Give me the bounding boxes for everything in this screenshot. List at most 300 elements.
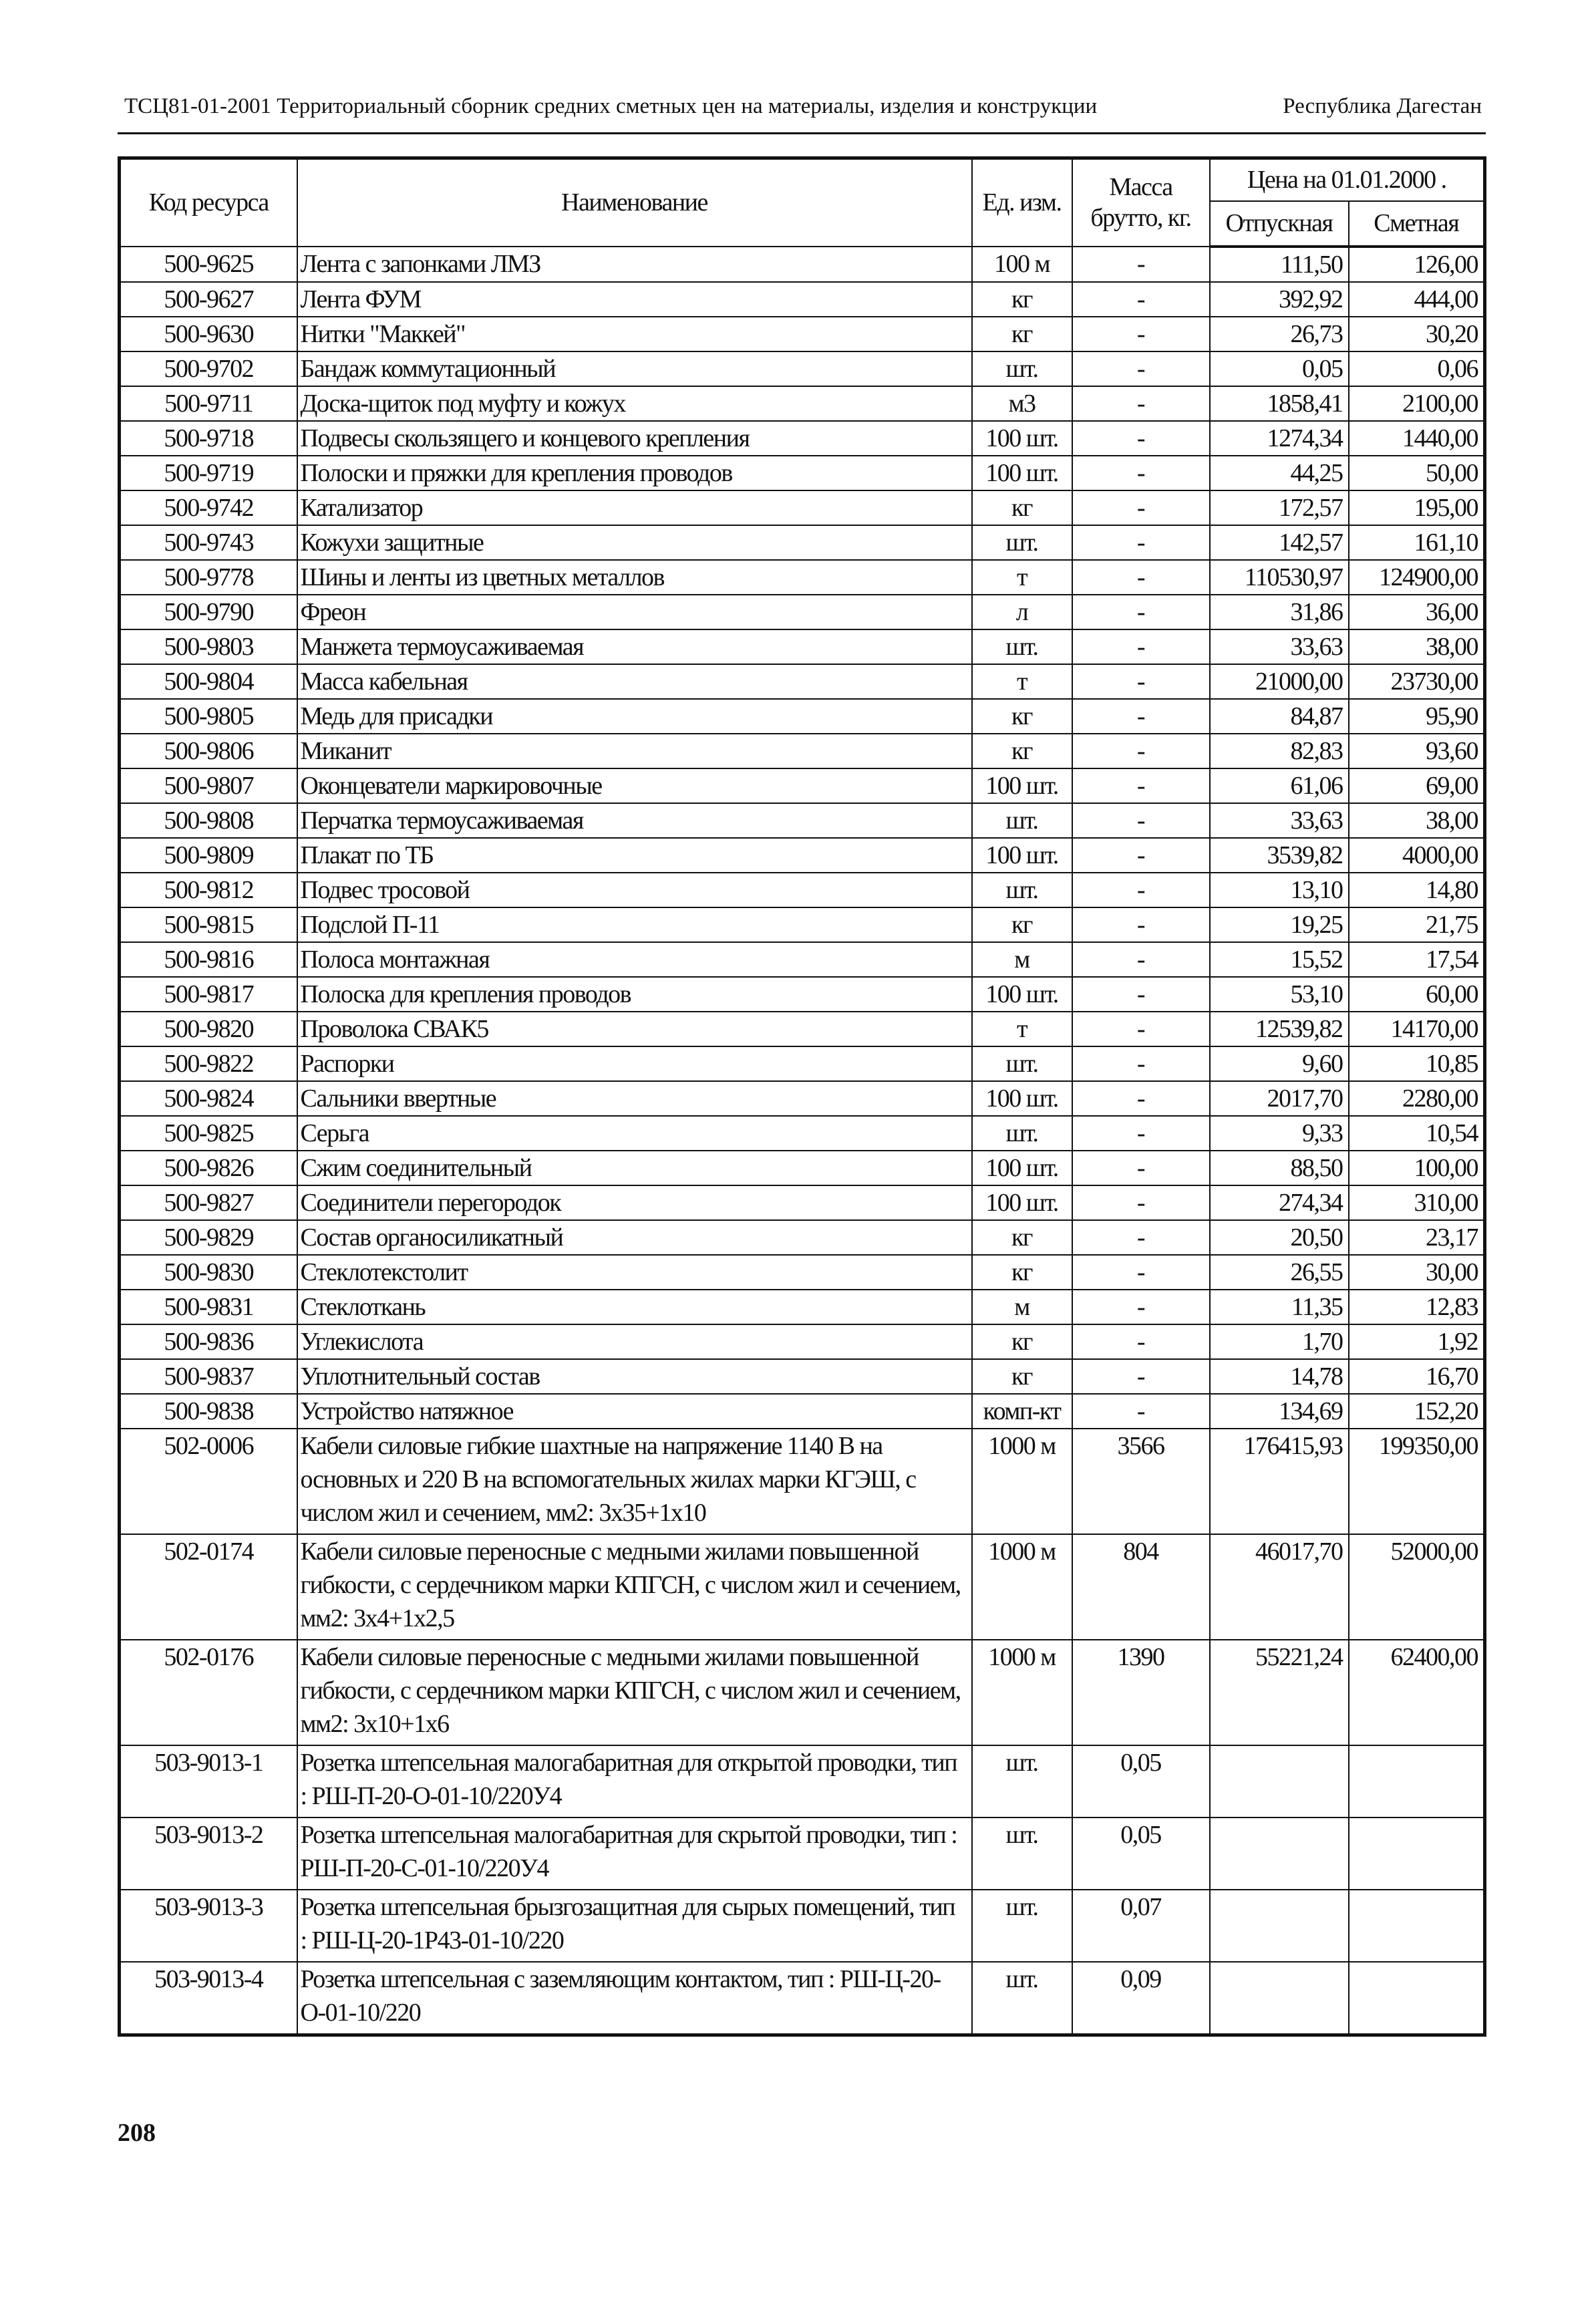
row-estimate-price: 10,54 bbox=[1349, 1116, 1485, 1151]
row-release-price: 134,69 bbox=[1210, 1394, 1349, 1429]
row-name: Розетка штепсельная с заземляющим контактом, тип : РШ-Ц-20-О-01-10/220 bbox=[297, 1962, 972, 2035]
row-mass: 3566 bbox=[1072, 1429, 1210, 1534]
row-name: Плакат по ТБ bbox=[297, 838, 972, 873]
row-name: Подслой П-11 bbox=[297, 907, 972, 942]
page-number: 208 bbox=[118, 2119, 156, 2147]
row-mass: - bbox=[1072, 873, 1210, 907]
row-mass: - bbox=[1072, 351, 1210, 386]
row-unit: кг bbox=[972, 1220, 1072, 1255]
table-row bbox=[120, 1081, 1485, 1116]
row-release-price: 19,25 bbox=[1210, 907, 1349, 942]
row-code: 500-9806 bbox=[120, 734, 297, 768]
table-row bbox=[120, 1962, 1485, 2035]
table-row bbox=[120, 1890, 1485, 1962]
table-row bbox=[120, 699, 1485, 734]
row-mass: - bbox=[1072, 803, 1210, 838]
row-mass: 1390 bbox=[1072, 1640, 1210, 1745]
row-unit: шт. bbox=[972, 873, 1072, 907]
row-unit: шт. bbox=[972, 803, 1072, 838]
row-code: 503-9013-3 bbox=[120, 1890, 297, 1962]
row-unit: т bbox=[972, 664, 1072, 699]
row-name: Полоски и пряжки для крепления проводов bbox=[297, 456, 972, 490]
row-mass: 0,07 bbox=[1072, 1890, 1210, 1962]
row-mass: - bbox=[1072, 282, 1210, 317]
row-estimate-price: 23,17 bbox=[1349, 1220, 1485, 1255]
row-code: 500-9820 bbox=[120, 1012, 297, 1046]
row-name: Масса кабельная bbox=[297, 664, 972, 699]
row-name: Уплотнительный состав bbox=[297, 1359, 972, 1394]
table-row bbox=[120, 942, 1485, 977]
table-row bbox=[120, 1394, 1485, 1429]
row-mass: - bbox=[1072, 1394, 1210, 1429]
row-release-price: 20,50 bbox=[1210, 1220, 1349, 1255]
row-code: 502-0174 bbox=[120, 1534, 297, 1640]
row-mass: 0,05 bbox=[1072, 1818, 1210, 1890]
row-name: Доска-щиток под муфту и кожух bbox=[297, 386, 972, 421]
row-name: Полоса монтажная bbox=[297, 942, 972, 977]
table-row bbox=[120, 1116, 1485, 1151]
row-name: Стеклотекстолит bbox=[297, 1255, 972, 1290]
row-code: 500-9718 bbox=[120, 421, 297, 456]
row-unit: 100 шт. bbox=[972, 1185, 1072, 1220]
row-unit: т bbox=[972, 560, 1072, 595]
row-code: 500-9742 bbox=[120, 490, 297, 525]
row-code: 500-9836 bbox=[120, 1324, 297, 1359]
header-estimate-price: Сметная bbox=[1349, 201, 1485, 247]
row-release-price: 14,78 bbox=[1210, 1359, 1349, 1394]
row-release-price: 21000,00 bbox=[1210, 664, 1349, 699]
row-estimate-price: 12,83 bbox=[1349, 1290, 1485, 1324]
row-estimate-price: 38,00 bbox=[1349, 803, 1485, 838]
row-release-price: 110530,97 bbox=[1210, 560, 1349, 595]
table-row bbox=[120, 525, 1485, 560]
row-release-price: 392,92 bbox=[1210, 282, 1349, 317]
row-mass: - bbox=[1072, 1151, 1210, 1185]
row-estimate-price: 4000,00 bbox=[1349, 838, 1485, 873]
row-release-price: 84,87 bbox=[1210, 699, 1349, 734]
row-estimate-price bbox=[1349, 1818, 1485, 1890]
row-release-price: 1,70 bbox=[1210, 1324, 1349, 1359]
row-release-price: 9,60 bbox=[1210, 1046, 1349, 1081]
table-row bbox=[120, 282, 1485, 317]
row-release-price bbox=[1210, 1818, 1349, 1890]
row-estimate-price: 126,00 bbox=[1349, 247, 1485, 282]
row-name: Кабели силовые переносные с медными жилами повышенной гибкости, с сердечником марки КПГСН, с числом жил и сечением, мм2: 3х4+1х2,5 bbox=[297, 1534, 972, 1640]
row-unit: шт. bbox=[972, 1818, 1072, 1890]
row-release-price: 2017,70 bbox=[1210, 1081, 1349, 1116]
row-mass: - bbox=[1072, 699, 1210, 734]
table-row bbox=[120, 838, 1485, 873]
table-row bbox=[120, 1255, 1485, 1290]
row-code: 502-0176 bbox=[120, 1640, 297, 1745]
row-unit: 100 шт. bbox=[972, 977, 1072, 1012]
row-mass: - bbox=[1072, 456, 1210, 490]
row-code: 500-9711 bbox=[120, 386, 297, 421]
row-unit: 1000 м bbox=[972, 1534, 1072, 1640]
row-code: 500-9807 bbox=[120, 768, 297, 803]
row-unit: м3 bbox=[972, 386, 1072, 421]
row-release-price: 12539,82 bbox=[1210, 1012, 1349, 1046]
row-mass: - bbox=[1072, 317, 1210, 351]
row-estimate-price: 199350,00 bbox=[1349, 1429, 1485, 1534]
row-name: Серьга bbox=[297, 1116, 972, 1151]
row-mass: - bbox=[1072, 247, 1210, 282]
row-code: 500-9827 bbox=[120, 1185, 297, 1220]
row-code: 503-9013-4 bbox=[120, 1962, 297, 2035]
row-unit: т bbox=[972, 1012, 1072, 1046]
row-name: Розетка штепсельная малогабаритная для скрытой проводки, тип : РШ-П-20-С-01-10/220У4 bbox=[297, 1818, 972, 1890]
row-unit: кг bbox=[972, 490, 1072, 525]
row-code: 500-9809 bbox=[120, 838, 297, 873]
row-code: 500-9815 bbox=[120, 907, 297, 942]
row-estimate-price: 0,06 bbox=[1349, 351, 1485, 386]
row-mass: - bbox=[1072, 1324, 1210, 1359]
row-name: Состав органосиликатный bbox=[297, 1220, 972, 1255]
table-body bbox=[120, 247, 1485, 2035]
row-mass: - bbox=[1072, 386, 1210, 421]
row-unit: 100 шт. bbox=[972, 1151, 1072, 1185]
table-row bbox=[120, 1151, 1485, 1185]
row-name: Кабели силовые переносные с медными жилами повышенной гибкости, с сердечником марки КПГСН, с числом жил и сечением, мм2: 3х10+1х6 bbox=[297, 1640, 972, 1745]
row-estimate-price: 310,00 bbox=[1349, 1185, 1485, 1220]
page-header bbox=[118, 80, 1486, 134]
row-release-price bbox=[1210, 1962, 1349, 2035]
row-mass: - bbox=[1072, 1116, 1210, 1151]
row-name: Сальники ввертные bbox=[297, 1081, 972, 1116]
row-unit: кг bbox=[972, 1324, 1072, 1359]
row-release-price bbox=[1210, 1890, 1349, 1962]
row-name: Устройство натяжное bbox=[297, 1394, 972, 1429]
table-row bbox=[120, 1220, 1485, 1255]
row-mass: - bbox=[1072, 421, 1210, 456]
row-code: 500-9630 bbox=[120, 317, 297, 351]
table-row bbox=[120, 1324, 1485, 1359]
row-estimate-price: 100,00 bbox=[1349, 1151, 1485, 1185]
row-unit: 100 шт. bbox=[972, 838, 1072, 873]
row-mass: - bbox=[1072, 1220, 1210, 1255]
table-row bbox=[120, 664, 1485, 699]
row-mass: - bbox=[1072, 1012, 1210, 1046]
row-unit: шт. bbox=[972, 351, 1072, 386]
row-name: Розетка штепсельная брызгозащитная для сырых помещений, тип : РШ-Ц-20-1Р43-01-10/220 bbox=[297, 1890, 972, 1962]
table-row bbox=[120, 490, 1485, 525]
row-code: 500-9804 bbox=[120, 664, 297, 699]
row-estimate-price: 50,00 bbox=[1349, 456, 1485, 490]
row-release-price: 111,50 bbox=[1210, 247, 1349, 282]
row-name: Соединители перегородок bbox=[297, 1185, 972, 1220]
row-estimate-price: 23730,00 bbox=[1349, 664, 1485, 699]
row-estimate-price: 93,60 bbox=[1349, 734, 1485, 768]
row-mass: - bbox=[1072, 977, 1210, 1012]
row-code: 500-9719 bbox=[120, 456, 297, 490]
row-release-price: 33,63 bbox=[1210, 629, 1349, 664]
row-code: 500-9830 bbox=[120, 1255, 297, 1290]
table-row bbox=[120, 977, 1485, 1012]
row-release-price bbox=[1210, 1745, 1349, 1818]
table-row bbox=[120, 595, 1485, 629]
row-estimate-price: 1440,00 bbox=[1349, 421, 1485, 456]
row-name: Распорки bbox=[297, 1046, 972, 1081]
table-row bbox=[120, 1046, 1485, 1081]
row-unit: шт. bbox=[972, 1046, 1072, 1081]
row-mass: - bbox=[1072, 490, 1210, 525]
row-release-price: 61,06 bbox=[1210, 768, 1349, 803]
row-estimate-price: 195,00 bbox=[1349, 490, 1485, 525]
region-name: Республика Дагестан bbox=[1283, 94, 1482, 118]
row-unit: 100 шт. bbox=[972, 456, 1072, 490]
row-estimate-price: 52000,00 bbox=[1349, 1534, 1485, 1640]
table-row bbox=[120, 1290, 1485, 1324]
row-unit: кг bbox=[972, 734, 1072, 768]
row-estimate-price: 38,00 bbox=[1349, 629, 1485, 664]
row-name: Бандаж коммутационный bbox=[297, 351, 972, 386]
row-unit: кг bbox=[972, 1359, 1072, 1394]
row-code: 500-9829 bbox=[120, 1220, 297, 1255]
row-unit: шт. bbox=[972, 1745, 1072, 1818]
row-mass: 0,05 bbox=[1072, 1745, 1210, 1818]
row-estimate-price: 2100,00 bbox=[1349, 386, 1485, 421]
row-estimate-price: 10,85 bbox=[1349, 1046, 1485, 1081]
header-mass: Масса брутто, кг. bbox=[1072, 158, 1210, 247]
table-row bbox=[120, 456, 1485, 490]
row-release-price: 0,05 bbox=[1210, 351, 1349, 386]
row-release-price: 55221,24 bbox=[1210, 1640, 1349, 1745]
table-row bbox=[120, 1534, 1485, 1640]
row-name: Шины и ленты из цветных металлов bbox=[297, 560, 972, 595]
row-unit: комп-кт bbox=[972, 1394, 1072, 1429]
table-row bbox=[120, 386, 1485, 421]
row-release-price: 46017,70 bbox=[1210, 1534, 1349, 1640]
row-mass: - bbox=[1072, 1046, 1210, 1081]
row-estimate-price: 30,00 bbox=[1349, 1255, 1485, 1290]
table-row bbox=[120, 1012, 1485, 1046]
row-code: 500-9778 bbox=[120, 560, 297, 595]
row-estimate-price: 152,20 bbox=[1349, 1394, 1485, 1429]
row-code: 500-9805 bbox=[120, 699, 297, 734]
row-unit: 100 м bbox=[972, 247, 1072, 282]
row-name: Фреон bbox=[297, 595, 972, 629]
row-mass: - bbox=[1072, 942, 1210, 977]
row-name: Медь для присадки bbox=[297, 699, 972, 734]
row-unit: л bbox=[972, 595, 1072, 629]
row-unit: шт. bbox=[972, 1962, 1072, 2035]
row-release-price: 53,10 bbox=[1210, 977, 1349, 1012]
row-mass: - bbox=[1072, 629, 1210, 664]
row-code: 500-9826 bbox=[120, 1151, 297, 1185]
row-unit: шт. bbox=[972, 525, 1072, 560]
row-release-price: 9,33 bbox=[1210, 1116, 1349, 1151]
row-estimate-price: 30,20 bbox=[1349, 317, 1485, 351]
row-release-price: 11,35 bbox=[1210, 1290, 1349, 1324]
table-row bbox=[120, 907, 1485, 942]
row-code: 500-9822 bbox=[120, 1046, 297, 1081]
row-estimate-price: 444,00 bbox=[1349, 282, 1485, 317]
row-mass: - bbox=[1072, 838, 1210, 873]
table-row bbox=[120, 1429, 1485, 1534]
row-name: Оконцеватели маркировочные bbox=[297, 768, 972, 803]
row-code: 500-9743 bbox=[120, 525, 297, 560]
row-estimate-price: 69,00 bbox=[1349, 768, 1485, 803]
table-row bbox=[120, 560, 1485, 595]
row-mass: - bbox=[1072, 1255, 1210, 1290]
row-name: Полоска для крепления проводов bbox=[297, 977, 972, 1012]
row-mass: - bbox=[1072, 907, 1210, 942]
row-code: 500-9627 bbox=[120, 282, 297, 317]
row-code: 500-9816 bbox=[120, 942, 297, 977]
row-name: Лента с запонками ЛМЗ bbox=[297, 247, 972, 282]
table-row bbox=[120, 1818, 1485, 1890]
row-estimate-price: 2280,00 bbox=[1349, 1081, 1485, 1116]
row-name: Стеклоткань bbox=[297, 1290, 972, 1324]
price-table bbox=[118, 156, 1486, 2037]
row-release-price: 13,10 bbox=[1210, 873, 1349, 907]
row-unit: м bbox=[972, 1290, 1072, 1324]
row-mass: 0,09 bbox=[1072, 1962, 1210, 2035]
row-estimate-price: 16,70 bbox=[1349, 1359, 1485, 1394]
row-mass: - bbox=[1072, 1290, 1210, 1324]
row-unit: 100 шт. bbox=[972, 421, 1072, 456]
row-estimate-price bbox=[1349, 1745, 1485, 1818]
row-estimate-price: 17,54 bbox=[1349, 942, 1485, 977]
row-release-price: 44,25 bbox=[1210, 456, 1349, 490]
row-code: 500-9625 bbox=[120, 247, 297, 282]
row-name: Нитки "Маккей" bbox=[297, 317, 972, 351]
row-estimate-price: 14,80 bbox=[1349, 873, 1485, 907]
table-row bbox=[120, 317, 1485, 351]
row-mass: - bbox=[1072, 768, 1210, 803]
row-name: Подвесы скользящего и концевого крепления bbox=[297, 421, 972, 456]
row-mass: - bbox=[1072, 1081, 1210, 1116]
row-mass: - bbox=[1072, 734, 1210, 768]
table-row bbox=[120, 873, 1485, 907]
row-unit: шт. bbox=[972, 1890, 1072, 1962]
row-mass: - bbox=[1072, 664, 1210, 699]
row-estimate-price: 124900,00 bbox=[1349, 560, 1485, 595]
row-unit: кг bbox=[972, 282, 1072, 317]
table-row bbox=[120, 247, 1485, 282]
row-name: Розетка штепсельная малогабаритная для открытой проводки, тип : РШ-П-20-О-01-10/220У4 bbox=[297, 1745, 972, 1818]
row-mass: - bbox=[1072, 525, 1210, 560]
row-mass: - bbox=[1072, 560, 1210, 595]
row-mass: - bbox=[1072, 1185, 1210, 1220]
row-code: 500-9831 bbox=[120, 1290, 297, 1324]
row-unit: м bbox=[972, 942, 1072, 977]
collection-title: ТСЦ81-01-2001 Территориальный сборник средних сметных цен на материалы, изделия и конструкции bbox=[124, 94, 1098, 118]
row-unit: шт. bbox=[972, 1116, 1072, 1151]
table-row bbox=[120, 734, 1485, 768]
row-release-price: 274,34 bbox=[1210, 1185, 1349, 1220]
row-code: 500-9825 bbox=[120, 1116, 297, 1151]
row-name: Катализатор bbox=[297, 490, 972, 525]
row-code: 500-9790 bbox=[120, 595, 297, 629]
row-name: Сжим соединительный bbox=[297, 1151, 972, 1185]
row-unit: кг bbox=[972, 1255, 1072, 1290]
row-unit: шт. bbox=[972, 629, 1072, 664]
row-mass: - bbox=[1072, 595, 1210, 629]
row-estimate-price: 36,00 bbox=[1349, 595, 1485, 629]
table-row bbox=[120, 803, 1485, 838]
header-unit: Ед. изм. bbox=[972, 158, 1072, 247]
row-estimate-price: 1,92 bbox=[1349, 1324, 1485, 1359]
row-release-price: 33,63 bbox=[1210, 803, 1349, 838]
table-row bbox=[120, 1640, 1485, 1745]
row-release-price: 1274,34 bbox=[1210, 421, 1349, 456]
row-release-price: 172,57 bbox=[1210, 490, 1349, 525]
row-code: 500-9817 bbox=[120, 977, 297, 1012]
row-unit: кг bbox=[972, 317, 1072, 351]
table-row bbox=[120, 1745, 1485, 1818]
row-name: Перчатка термоусаживаемая bbox=[297, 803, 972, 838]
row-unit: 1000 м bbox=[972, 1640, 1072, 1745]
row-name: Лента ФУМ bbox=[297, 282, 972, 317]
row-unit: 1000 м bbox=[972, 1429, 1072, 1534]
header-code: Код ресурса bbox=[120, 158, 297, 247]
row-code: 500-9803 bbox=[120, 629, 297, 664]
row-code: 500-9808 bbox=[120, 803, 297, 838]
header-name: Наименование bbox=[297, 158, 972, 247]
row-unit: 100 шт. bbox=[972, 768, 1072, 803]
row-name: Кабели силовые гибкие шахтные на напряжение 1140 В на основных и 220 В на вспомогательных жилах марки КГЭШ, с числом жил и сечением, мм2: 3х35+1х10 bbox=[297, 1429, 972, 1534]
table-row bbox=[120, 1185, 1485, 1220]
row-estimate-price: 14170,00 bbox=[1349, 1012, 1485, 1046]
table-row bbox=[120, 768, 1485, 803]
row-code: 500-9812 bbox=[120, 873, 297, 907]
row-code: 500-9838 bbox=[120, 1394, 297, 1429]
table-row bbox=[120, 629, 1485, 664]
row-estimate-price: 60,00 bbox=[1349, 977, 1485, 1012]
table-row bbox=[120, 421, 1485, 456]
row-name: Миканит bbox=[297, 734, 972, 768]
row-estimate-price: 161,10 bbox=[1349, 525, 1485, 560]
row-code: 503-9013-2 bbox=[120, 1818, 297, 1890]
row-unit: 100 шт. bbox=[972, 1081, 1072, 1116]
row-unit: кг bbox=[972, 907, 1072, 942]
row-release-price: 31,86 bbox=[1210, 595, 1349, 629]
row-release-price: 176415,93 bbox=[1210, 1429, 1349, 1534]
row-mass: 804 bbox=[1072, 1534, 1210, 1640]
header-release-price: Отпускная bbox=[1210, 201, 1349, 247]
table-row bbox=[120, 351, 1485, 386]
row-release-price: 82,83 bbox=[1210, 734, 1349, 768]
row-estimate-price: 21,75 bbox=[1349, 907, 1485, 942]
row-estimate-price bbox=[1349, 1890, 1485, 1962]
row-name: Подвес тросовой bbox=[297, 873, 972, 907]
row-code: 500-9702 bbox=[120, 351, 297, 386]
row-name: Проволока СВАК5 bbox=[297, 1012, 972, 1046]
row-release-price: 1858,41 bbox=[1210, 386, 1349, 421]
row-release-price: 3539,82 bbox=[1210, 838, 1349, 873]
row-estimate-price bbox=[1349, 1962, 1485, 2035]
row-code: 500-9824 bbox=[120, 1081, 297, 1116]
row-estimate-price: 62400,00 bbox=[1349, 1640, 1485, 1745]
header-price-group: Цена на 01.01.2000 . bbox=[1210, 158, 1485, 201]
row-name: Кожухи защитные bbox=[297, 525, 972, 560]
row-release-price: 26,55 bbox=[1210, 1255, 1349, 1290]
row-code: 500-9837 bbox=[120, 1359, 297, 1394]
row-mass: - bbox=[1072, 1359, 1210, 1394]
row-estimate-price: 95,90 bbox=[1349, 699, 1485, 734]
row-release-price: 26,73 bbox=[1210, 317, 1349, 351]
row-name: Манжета термоусаживаемая bbox=[297, 629, 972, 664]
row-unit: кг bbox=[972, 699, 1072, 734]
row-release-price: 88,50 bbox=[1210, 1151, 1349, 1185]
row-release-price: 15,52 bbox=[1210, 942, 1349, 977]
row-code: 502-0006 bbox=[120, 1429, 297, 1534]
row-name: Углекислота bbox=[297, 1324, 972, 1359]
row-code: 503-9013-1 bbox=[120, 1745, 297, 1818]
row-release-price: 142,57 bbox=[1210, 525, 1349, 560]
table-row bbox=[120, 1359, 1485, 1394]
